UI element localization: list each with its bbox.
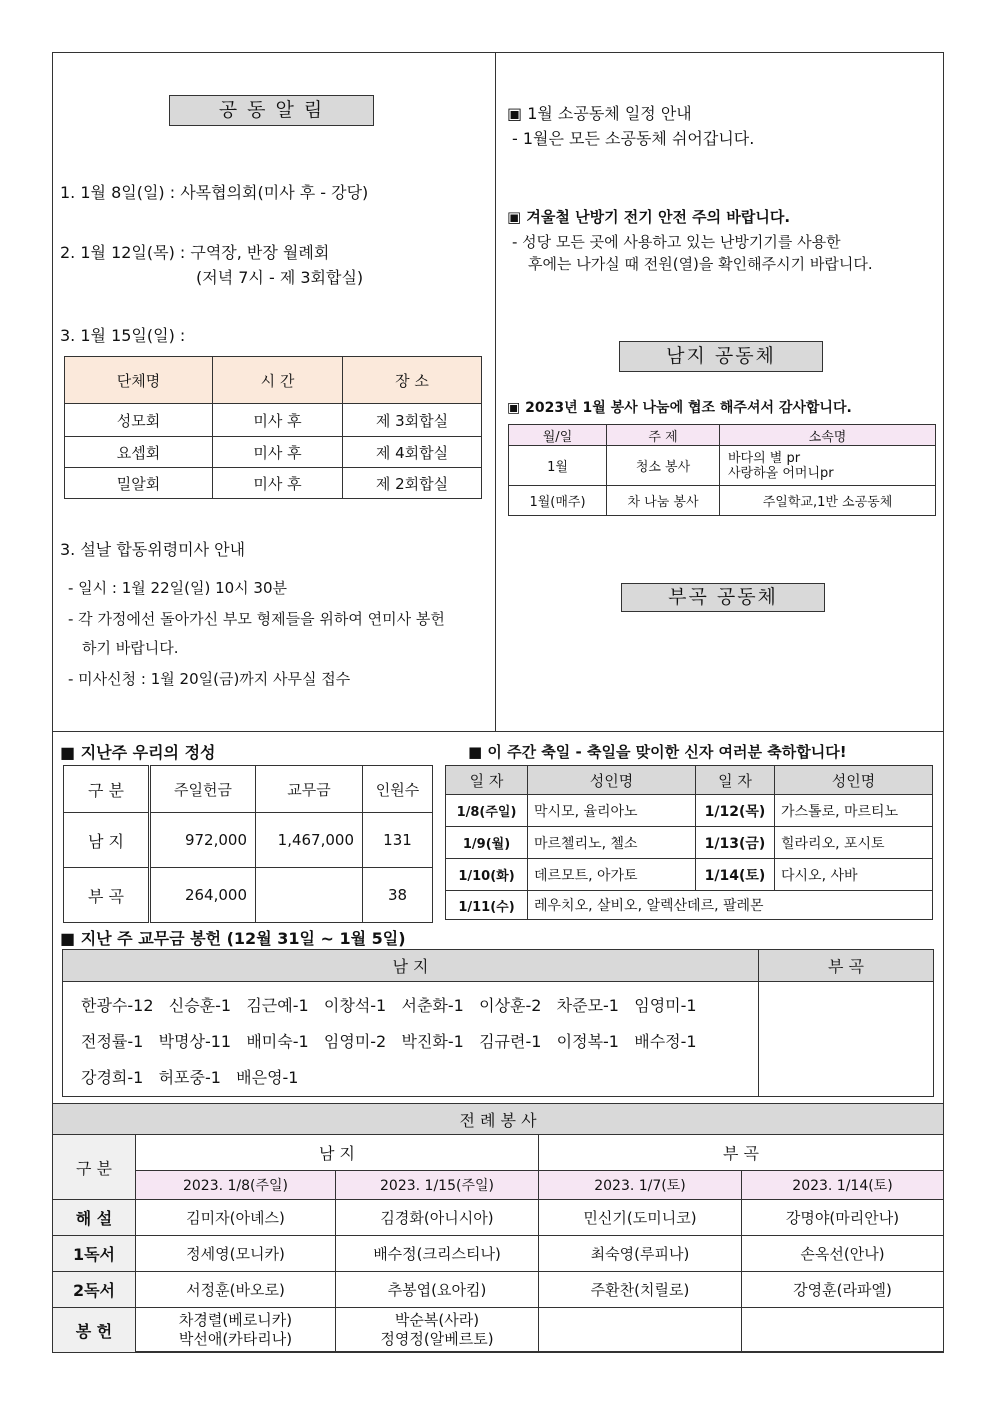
cell: 1/12(목): [696, 795, 775, 827]
row-label: 남 지: [64, 813, 150, 868]
th-time: 시 간: [213, 357, 343, 404]
cell: 김경화(아니시아): [336, 1200, 539, 1236]
cell: 1/14(토): [696, 859, 775, 891]
dues-title: ■ 지난 주 교무금 봉헌 (12월 31일 ~ 1월 5일): [60, 929, 406, 948]
cell: 데르모트, 아가토: [528, 859, 696, 891]
dues-bugok-empty: [759, 982, 934, 1097]
cell: 1/10(화): [446, 859, 528, 891]
namji-community-title: 남지 공동체: [619, 341, 823, 372]
feast-table: [445, 765, 933, 920]
org-line: 사랑하올 어머니pr: [728, 465, 834, 481]
cell: [539, 1308, 742, 1353]
notice-item-2-sub: (저녁 7시 - 제 3회합실): [196, 268, 364, 287]
notice-title: 공 동 알 림: [169, 95, 374, 126]
cell: 1/11(수): [446, 891, 528, 920]
notice-item-4: 3. 설날 합동위령미사 안내: [60, 540, 246, 559]
cell: 막시모, 율리아노: [528, 795, 696, 827]
cell: 가스톨로, 마르티노: [775, 795, 933, 827]
cell: [720, 446, 936, 486]
th-namji: 남 지: [63, 950, 759, 982]
dues-line: 한광수-12 신승훈-1 김근예-1 이창석-1 서춘화-1 이상훈-2 차준모-1 임영미-1: [81, 996, 697, 1015]
liturgy-date: 2023. 1/14(토): [742, 1171, 944, 1200]
cell: 레우치오, 살비오, 알렉산데르, 팔레몬: [528, 891, 933, 920]
cell: 미사 후: [213, 437, 343, 468]
cell: 미사 후: [213, 468, 343, 499]
notice-item-4-line: 하기 바랍니다.: [82, 639, 179, 657]
cell: 제 2회합실: [343, 468, 482, 499]
dues-table: [62, 949, 934, 1097]
cell: 배수정(크리스티나): [336, 1236, 539, 1272]
cell: 강영훈(라파엘): [742, 1272, 944, 1308]
th-bugok: 부 곡: [759, 950, 934, 982]
cell: 차 나눔 봉사: [607, 486, 720, 516]
middle-horizontal-divider: [52, 731, 944, 732]
dues-line: 전정률-1 박명상-11 배미숙-1 임영미-2 박진화-1 김규련-1 이정복-1 배수정-1: [81, 1032, 697, 1051]
group-meeting-table: [64, 356, 482, 499]
cell: 1월: [509, 446, 607, 486]
notice-item-1: 1. 1월 8일(일) : 사목협의회(미사 후 - 강당): [60, 183, 369, 202]
th-topic: 주 제: [607, 425, 720, 446]
cell: 추봉엽(요아킴): [336, 1272, 539, 1308]
th-date: 월/일: [509, 425, 607, 446]
cell: 972,000: [150, 813, 256, 868]
th-label: 구 분: [64, 766, 150, 813]
notice-heater-title: ▣ 겨울철 난방기 전기 안전 주의 바랍니다.: [507, 208, 791, 226]
service-table: [508, 424, 936, 516]
offering-table: [63, 765, 433, 923]
thanks-title: ▣ 2023년 1월 봉사 나눔에 협조 해주셔서 감사합니다.: [507, 400, 852, 416]
cell: [136, 1308, 336, 1353]
notice-item-4-line: - 각 가정에선 돌아가신 부모 형제들을 위하여 연미사 봉헌: [68, 610, 445, 628]
cell: 제 4회합실: [343, 437, 482, 468]
th-org: 소속명: [720, 425, 936, 446]
notice-heater-line: - 성당 모든 곳에 사용하고 있는 난방기기를 사용한: [512, 233, 841, 251]
offer-line: 박순복(사라): [394, 1311, 480, 1329]
cell: 서정훈(바오로): [136, 1272, 336, 1308]
cell: [256, 868, 363, 923]
th-date: 일 자: [446, 766, 528, 795]
cell: 마르첼리노, 첼소: [528, 827, 696, 859]
liturgy-date: 2023. 1/8(주일): [136, 1171, 336, 1200]
top-vertical-divider: [495, 52, 496, 732]
th-saint: 성인명: [528, 766, 696, 795]
th-dues: 교무금: [256, 766, 363, 813]
cell: 1,467,000: [256, 813, 363, 868]
offer-line: 정영정(알베르토): [380, 1330, 494, 1348]
liturgy-title: 전 례 봉 사: [53, 1104, 944, 1135]
th-sunday: 주일헌금: [150, 766, 256, 813]
cell: 1/9(월): [446, 827, 528, 859]
cell: 청소 봉사: [607, 446, 720, 486]
cell: 264,000: [150, 868, 256, 923]
cell: 1/8(주일): [446, 795, 528, 827]
liturgy-table: [52, 1103, 944, 1353]
row-label: 부 곡: [64, 868, 150, 923]
cell: 강명야(마리안나): [742, 1200, 944, 1236]
cell: 힐라리오, 포시토: [775, 827, 933, 859]
row-label: 해 설: [53, 1200, 136, 1236]
notice-community-title: ▣ 1월 소공동체 일정 안내: [507, 104, 692, 123]
liturgy-bugok: 부 곡: [539, 1135, 944, 1171]
th-count: 인원수: [363, 766, 433, 813]
cell: 131: [363, 813, 433, 868]
cell: 주환찬(치릴로): [539, 1272, 742, 1308]
th-group: 단체명: [65, 357, 213, 404]
liturgy-namji: 남 지: [136, 1135, 539, 1171]
cell: 정세영(모니카): [136, 1236, 336, 1272]
cell: 최숙영(루피나): [539, 1236, 742, 1272]
cell: 미사 후: [213, 404, 343, 437]
cell: 요셉회: [65, 437, 213, 468]
cell: [336, 1308, 539, 1353]
offer-line: 차경렬(베로니카): [178, 1311, 293, 1329]
org-line: 바다의 별 pr: [728, 450, 801, 466]
dues-names: [63, 982, 759, 1097]
cell: 다시오, 사바: [775, 859, 933, 891]
cell: 주일학교,1반 소공동체: [720, 486, 936, 516]
bugok-community-title: 부곡 공동체: [621, 583, 825, 612]
feast-title: ■ 이 주간 축일 - 축일을 맞이한 신자 여러분 축하합니다!: [468, 743, 847, 761]
th-place: 장 소: [343, 357, 482, 404]
notice-item-4-line: - 일시 : 1월 22일(일) 10시 30분: [68, 579, 288, 597]
th-saint: 성인명: [775, 766, 933, 795]
row-label: 1독서: [53, 1236, 136, 1272]
cell: 제 3회합실: [343, 404, 482, 437]
cell: 1/13(금): [696, 827, 775, 859]
cell: 1월(매주): [509, 486, 607, 516]
notice-community-body: - 1월은 모든 소공동체 쉬어갑니다.: [512, 129, 755, 148]
cell: 밀알회: [65, 468, 213, 499]
cell: 손옥선(안나): [742, 1236, 944, 1272]
notice-heater-line: 후에는 나가실 때 전원(열)을 확인해주시기 바랍니다.: [528, 255, 873, 273]
row-label: 봉 헌: [53, 1308, 136, 1353]
notice-item-3: 3. 1월 15일(일) :: [60, 326, 186, 345]
cell: [742, 1308, 944, 1353]
notice-item-4-line: - 미사신청 : 1월 20일(금)까지 사무실 접수: [68, 670, 351, 688]
notice-item-2: 2. 1월 12일(목) : 구역장, 반장 월례회: [60, 243, 330, 262]
offering-title: ■ 지난주 우리의 정성: [60, 743, 216, 762]
dues-line: 강경희-1 허포중-1 배은영-1: [81, 1068, 299, 1087]
cell: 김미자(아녜스): [136, 1200, 336, 1236]
liturgy-date: 2023. 1/7(토): [539, 1171, 742, 1200]
cell: 민신기(도미니코): [539, 1200, 742, 1236]
cell: 38: [363, 868, 433, 923]
row-label: 2독서: [53, 1272, 136, 1308]
liturgy-date: 2023. 1/15(주일): [336, 1171, 539, 1200]
th-date: 일 자: [696, 766, 775, 795]
cell: 성모회: [65, 404, 213, 437]
liturgy-label-col: 구 분: [53, 1135, 136, 1200]
offer-line: 박선애(카타리나): [178, 1330, 293, 1348]
